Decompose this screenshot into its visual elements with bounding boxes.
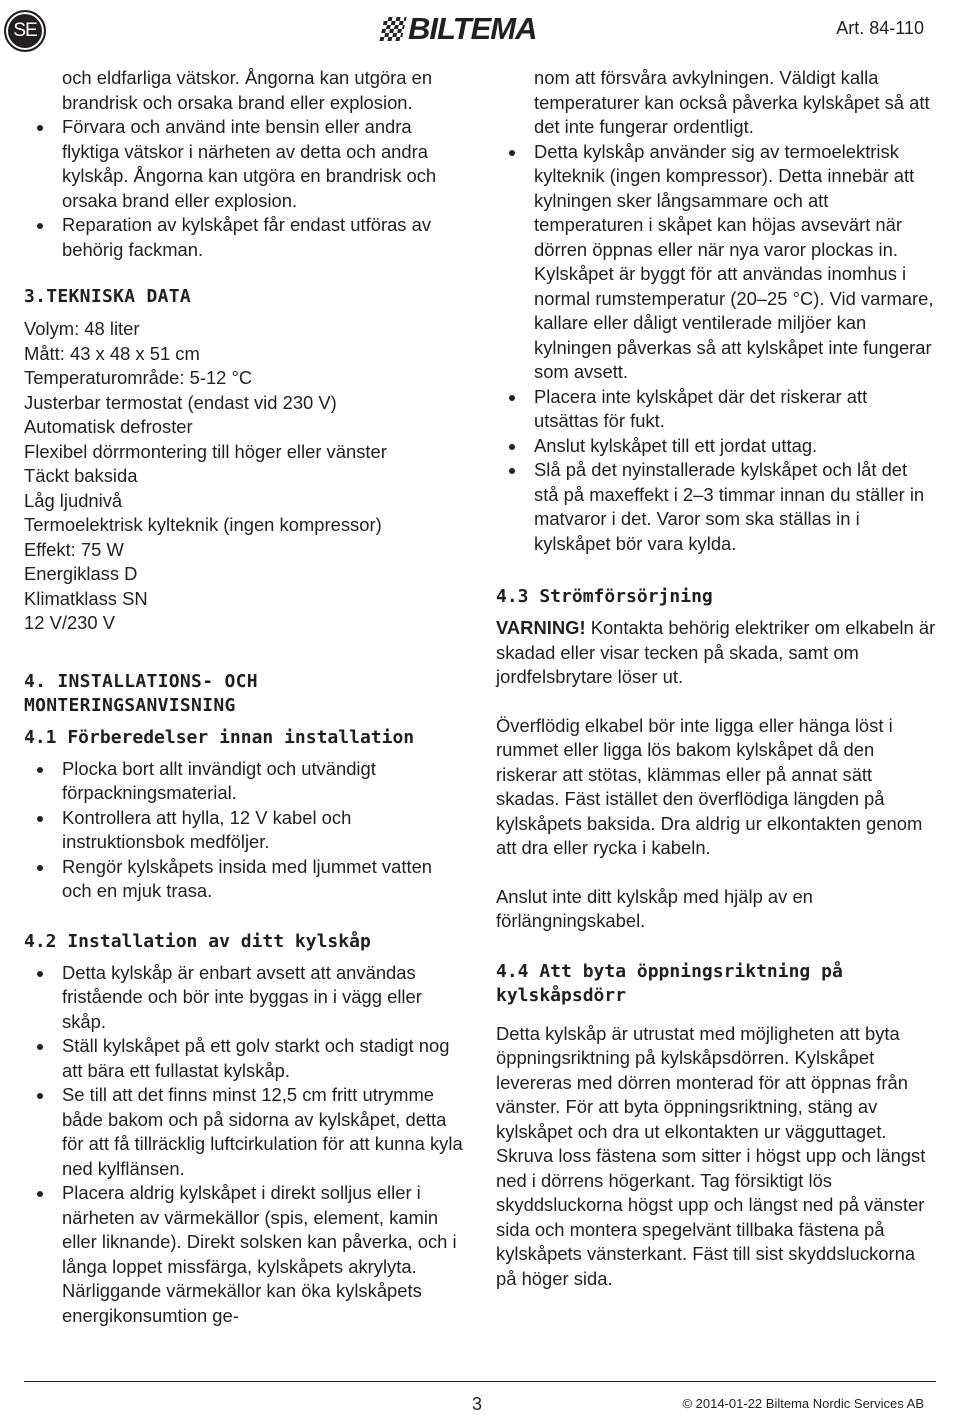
list-item: Plocka bort allt invändigt och utvändigt förpackningsmaterial. (24, 757, 464, 806)
article-number: Art. 84-110 (836, 18, 924, 38)
spec-item: Effekt: 75 W (24, 538, 124, 560)
section-4-4-heading: 4.4 Att byta öppningsriktning på kylskåpsdörr (496, 960, 843, 1006)
footer-divider (24, 1381, 936, 1382)
spec-item: Justerbar termostat (endast vid 230 V) (24, 391, 337, 413)
spec-item: Låg ljudnivå (24, 489, 123, 511)
list-item: Se till att det finns minst 12,5 cm fritt utrymme både bakom och på sidorna av kylskåpet, detta för att få tillräcklig luftcirkulation för att kunna kyla ned kylflänsen. (24, 1083, 464, 1181)
list-item: Slå på det nyinstallerade kylskåpet och låt det stå på maxeffekt i 2–3 timmar innan du ställer in matvaror i det. Varor som ska ställas in i kylskåpet bör vara kylda. (496, 458, 936, 556)
spec-item: 12 V/230 V (24, 612, 116, 633)
page-header (0, 0, 960, 62)
section-4-2-heading: 4.2 Installation av ditt kylskåp (24, 930, 371, 952)
spec-item: Energiklass D (24, 563, 138, 584)
list-item: Ställ kylskåpet på ett golv starkt och stadigt nog att bära ett fullastat kylskåp. (24, 1034, 464, 1083)
list-item: Detta kylskåp är enbart avsett att användas fristående och bör inte byggas in i vägg eller skåp. (24, 961, 464, 1035)
usage-bullet-list (496, 140, 936, 557)
warning-paragraph (496, 616, 936, 690)
spec-item: Täckt baksida (24, 465, 138, 486)
checkered-flag-icon (379, 17, 406, 41)
spec-item: Klimatklass SN (24, 587, 148, 609)
section-3-heading: 3.TEKNISKA DATA (24, 286, 192, 307)
list-item: Placera aldrig kylskåpet i direkt solljus eller i närheten av värmekällor (spis, element, kamin eller liknande). Direkt solsken kan påverka, och i långa loppet missfärga, kylskåpets akrylyta. Närliggande värmekällor kan öka kylskåpets energikonsumtion ge- (24, 1181, 464, 1328)
section-4-3-heading: 4.3 Strömförsörjning (496, 586, 713, 607)
continued-bullet-list (24, 66, 464, 115)
list-item: Förvara och använd inte bensin eller andra flyktiga vätskor i närheten av detta och andra kylskåp. Ångorna kan utgöra en brandrisk och orsaka brand eller explosion. (24, 115, 464, 213)
list-item: Detta kylskåp använder sig av termoelektrisk kylteknik (ingen kompressor). Detta innebär att kylningen sker långsammare och att temperaturen i skåpet kan höjas avsevärt när dörren öppnas eller när nya varor plockas in. Kylskåpet är byggt för att användas inomhus i normal rumstemperatur (20–25 °C). Vid varmare, kallare eller dåligt ventilerade miljöer kan kylningen påverkas så att kylskåpet inte fungerar som avsett. (496, 140, 936, 385)
continued-text: nom att försvåra avkylningen. Väldigt kalla temperaturer kan också påverka kylskåpet så att det inte fungerar ordentligt. (534, 67, 930, 137)
warning-label: VARNING! (496, 617, 586, 638)
spec-item: Termoelektrisk kylteknik (ingen kompressor) (24, 514, 382, 535)
cable-paragraph: Överflödig elkabel bör inte ligga eller hänga löst i rummet eller ligga lös bakom kylskåpet då den riskerar att stötas, klämmas eller på annat sätt skadas. Fäst istället den överflödiga längden på kylskåpets baksida. Dra aldrig ur elkontakten genom att dra eller rycka i kabeln. (496, 714, 923, 858)
section-4-1-heading: 4.1 Förberedelser innan installation (24, 726, 415, 748)
spec-item: Flexibel dörrmontering till höger eller vänster (24, 440, 387, 462)
safety-bullet-list (24, 115, 464, 262)
language-badge: SE (4, 10, 46, 52)
list-item: Anslut kylskåpet till ett jordat uttag. (496, 434, 936, 459)
page-number: 3 (472, 1394, 483, 1414)
list-item: Rengör kylskåpets insida med ljummet vatten och en mjuk trasa. (24, 855, 464, 904)
section-4-heading: 4. INSTALLATIONS- OCH MONTERINGSANVISNING (24, 670, 258, 716)
door-reversal-paragraph: Detta kylskåp är utrustat med möjligheten att byta öppningsriktning på kylskåpsdörren. Kylskåpet levereras med dörren monterad för att öppnas från vänster. För att byta öppningsriktning, stäng av kylskåpet och dra ut elkontakten ur vägguttaget. Skruva loss fästena som sitter i högst upp och längst ned i dörrens högerkant. Tag försiktigt lös skyddsluckorna högst upp och längst ned på vänster sida och montera spegelvänt tillbaka fästena på kylskåpets vänsterkant. Fäst till sist skyddsluckorna på höger sida. (496, 1022, 926, 1289)
continued-bullet (24, 66, 464, 115)
warning-text: Kontakta behörig elektriker om elkabeln är skadad eller visar tecken på skada, samt om jordfelsbrytare löser ut. (496, 617, 936, 687)
logo-text: BILTEMA (408, 11, 537, 46)
spec-item: Temperaturområde: 5-12 °C (24, 367, 253, 388)
tech-specs-list (24, 317, 464, 636)
installation-bullet-list (24, 961, 464, 1329)
spec-item: Volym: 48 liter (24, 318, 140, 339)
spec-item: Automatisk defroster (24, 416, 193, 437)
list-item: Kontrollera att hylla, 12 V kabel och instruktionsbok medföljer. (24, 806, 464, 855)
copyright-notice: © 2014-01-22 Biltema Nordic Services AB (682, 1396, 924, 1411)
biltema-logo (382, 11, 537, 46)
left-column (24, 66, 464, 1328)
continued-bullet-text: och eldfarliga vätskor. Ångorna kan utgöra en brandrisk och orsaka brand eller explosion. (62, 67, 433, 113)
continued-text-list (496, 66, 936, 140)
preparation-bullet-list (24, 757, 464, 904)
spec-item: Mått: 43 x 48 x 51 cm (24, 342, 200, 364)
list-item: Placera inte kylskåpet där det riskerar att utsättas för fukt. (496, 385, 936, 434)
list-item: Reparation av kylskåpet får endast utföras av behörig fackman. (24, 213, 464, 262)
right-column (496, 66, 936, 1291)
extension-cord-paragraph: Anslut inte ditt kylskåp med hjälp av en förlängningskabel. (496, 885, 813, 931)
